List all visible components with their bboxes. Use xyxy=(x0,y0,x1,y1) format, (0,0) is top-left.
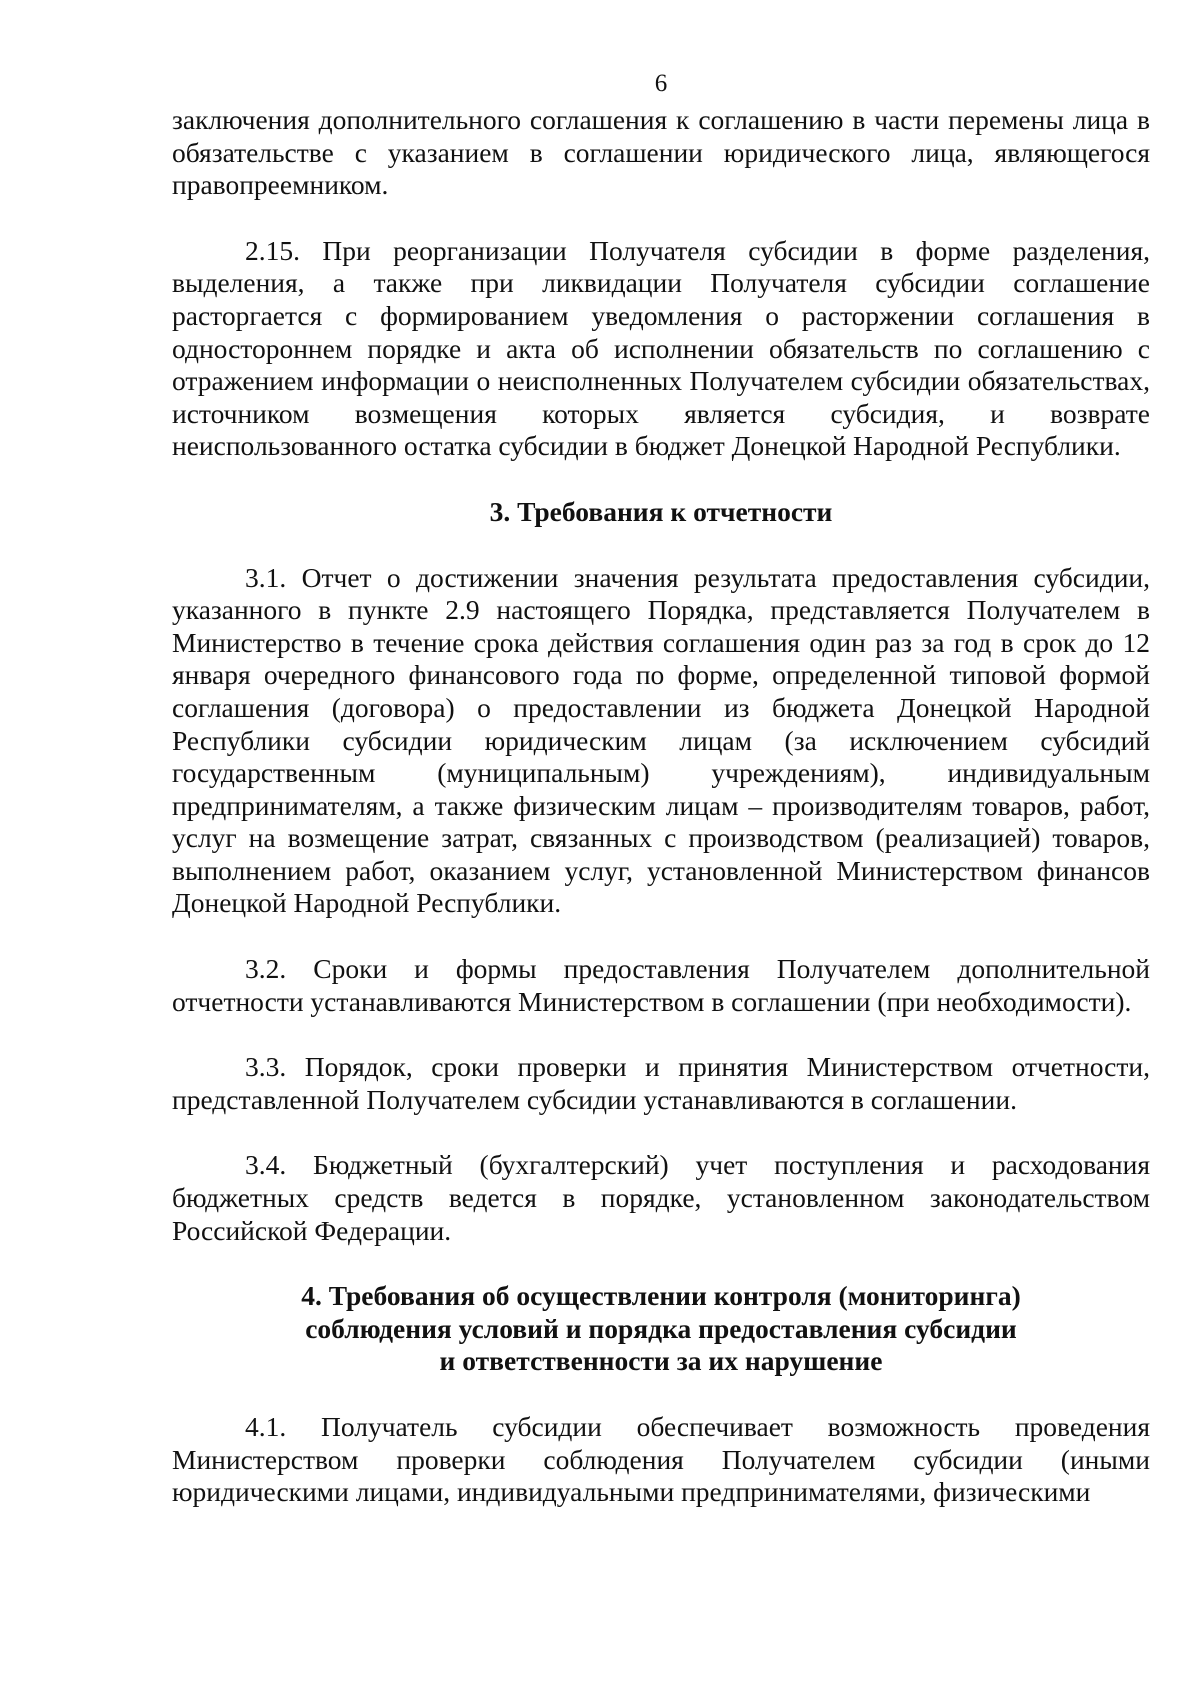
paragraph-3-3: 3.3. Порядок, сроки проверки и принятия Министерством отчетности, представленной Получателем субсидии устанавливаются в соглашении. xyxy=(172,1051,1150,1115)
section-4-heading-line-3: и ответственности за их нарушение xyxy=(439,1345,883,1377)
section-4-heading xyxy=(172,1280,1150,1378)
paragraph-3-1: 3.1. Отчет о достижении значения результата предоставления субсидии, указанного в пункте 2.9 настоящего Порядка, представляется Получателем в Министерство в течение срока действия соглашения один раз за год в срок до 12 января очередного финансового года по форме, определенной типовой формой соглашения (договора) о предоставлении из бюджета Донецкой Народной Республики субсидии юридическим лицам (за исключением субсидий государственным (муниципальным) учреждениям), индивидуальным предпринимателям, а также физическим лицам – производителям товаров, работ, услуг на возмещение затрат, связанных с производством (реализацией) товаров, выполнением работ, оказанием услуг, установленной Министерством финансов Донецкой Народной Республики. xyxy=(172,561,1150,919)
paragraph-3-4: 3.4. Бюджетный (бухгалтерский) учет поступления и расходования бюджетных средств ведется в порядке, установленном законодательством Российской Федерации. xyxy=(172,1149,1150,1246)
section-4-heading-line-1: 4. Требования об осуществлении контроля (мониторинга) xyxy=(301,1280,1021,1312)
section-3-heading xyxy=(172,496,1150,529)
section-4-heading-line-2: соблюдения условий и порядка предоставления субсидии xyxy=(305,1312,1017,1344)
section-3-heading-line: 3. Требования к отчетности xyxy=(489,495,833,527)
paragraph-3-2: 3.2. Сроки и формы предоставления Получателем дополнительной отчетности устанавливаются Министерством в соглашении (при необходимости). xyxy=(172,953,1150,1017)
continuation-paragraph: заключения дополнительного соглашения к соглашению в части перемены лица в обязательстве с указанием в соглашении юридического лица, являющегося правопреемником. xyxy=(172,104,1150,201)
document-page xyxy=(172,70,1150,1509)
page-number: 6 xyxy=(654,70,668,97)
paragraph-4-1: 4.1. Получатель субсидии обеспечивает возможность проведения Министерством проверки соблюдения Получателем субсидии (иными юридическими лицами, индивидуальными предпринимателями, физическими xyxy=(172,1411,1150,1508)
paragraph-2-15: 2.15. При реорганизации Получателя субсидии в форме разделения, выделения, а также при ликвидации Получателя субсидии соглашение расторгается с формированием уведомления о расторжении соглашения в одностороннем порядке и акта об исполнении обязательств по соглашению с отражением информации о неисполненных Получателем субсидии обязательствах, источником возмещения которых является субсидия, и возврате неиспользованного остатка субсидии в бюджет Донецкой Народной Республики. xyxy=(172,234,1150,462)
